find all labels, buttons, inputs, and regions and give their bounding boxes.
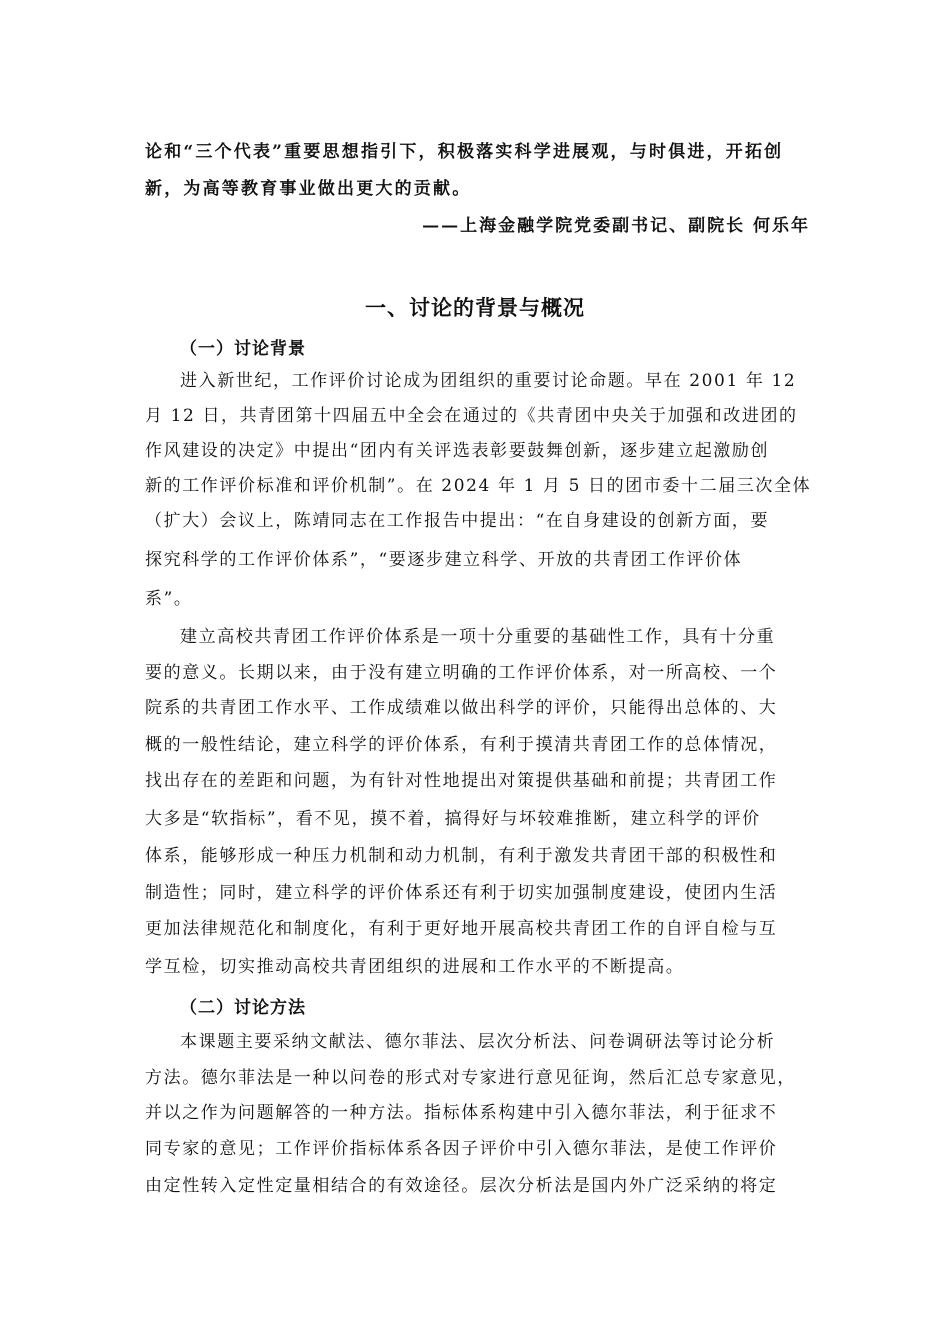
paragraph-line: 院系的共青团工作水平、工作成绩难以做出科学的评价，只能得出总体的、大 xyxy=(145,698,778,718)
quote-line-1: 论和“三个代表”重要思想指引下，积极落实科学进展观，与时俱进，开拓创 xyxy=(145,142,784,162)
paragraph-line: 系”。 xyxy=(145,589,193,609)
paragraph-line: 由定性转入定性定量相结合的有效途径。层次分析法是国内外广泛采纳的将定 xyxy=(145,1176,778,1196)
paragraph-line: 进入新世纪，工作评价讨论成为团组织的重要讨论命题。早在 2001 年 12 xyxy=(180,371,797,391)
section-heading: 一、讨论的背景与概况 xyxy=(365,296,585,320)
paragraph-line: 更加法律规范化和制度化，有利于更好地开展高校共青团工作的自评自检与互 xyxy=(145,919,778,939)
paragraph-line: 要的意义。长期以来，由于没有建立明确的工作评价体系，对一所高校、一个 xyxy=(145,663,778,683)
paragraph-line: 找出存在的差距和问题，为有针对性地提出对策提供基础和前提；共青团工作 xyxy=(145,771,778,791)
paragraph-line: 探究科学的工作评价体系”，“要逐步建立科学、开放的共青团工作评价体 xyxy=(145,550,743,570)
paragraph-line: 作风建设的决定》中提出“团内有关评选表彰要鼓舞创新，逐步建立起激励创 xyxy=(145,441,770,461)
quote-attribution: ——上海金融学院党委副书记、副院长 何乐年 xyxy=(422,216,810,236)
paragraph-line: 学互检，切实推动高校共青团组织的进展和工作水平的不断提高。 xyxy=(145,957,685,977)
subsection-heading-method: （二）讨论方法 xyxy=(180,998,306,1018)
subsection-heading-background: （一）讨论背景 xyxy=(180,339,306,359)
paragraph-line: 同专家的意见；工作评价指标体系各因子评价中引入德尔菲法，是使工作评价 xyxy=(145,1139,778,1159)
paragraph-line: 概的一般性结论，建立科学的评价体系，有利于摸清共青团工作的总体情况， xyxy=(145,735,778,755)
quote-line-2: 新，为高等教育事业做出更大的贡献。 xyxy=(145,179,472,199)
paragraph-line: 体系，能够形成一种压力机制和动力机制，有利于激发共青团干部的积极性和 xyxy=(145,846,778,866)
paragraph-line: 制造性；同时，建立科学的评价体系还有利于切实加强制度建设，使团内生活 xyxy=(145,883,778,903)
paragraph-line: 月 12 日，共青团第十四届五中全会在通过的《共青团中央关于加强和改进团的 xyxy=(145,406,798,426)
paragraph-line: 新的工作评价标准和评价机制”。在 2024 年 1 月 5 日的团市委十二届三次全体 xyxy=(145,476,812,496)
paragraph-line: 并以之作为问题解答的一种方法。指标体系构建中引入德尔菲法，利于征求不 xyxy=(145,1103,778,1123)
paragraph-line: 建立高校共青团工作评价体系是一项十分重要的基础性工作，具有十分重 xyxy=(180,627,776,647)
paragraph-line: 方法。德尔菲法是一种以问卷的形式对专家进行意见征询，然后汇总专家意见， xyxy=(145,1068,796,1088)
paragraph-line: （扩大）会议上，陈靖同志在工作报告中提出：“在自身建设的创新方面，要 xyxy=(145,511,770,531)
paragraph-line: 大多是“软指标”，看不见，摸不着，搞得好与坏较难推断，建立科学的评价 xyxy=(145,809,761,829)
paragraph-line: 本课题主要采纳文献法、德尔菲法、层次分析法、问卷调研法等讨论分析 xyxy=(180,1032,776,1052)
